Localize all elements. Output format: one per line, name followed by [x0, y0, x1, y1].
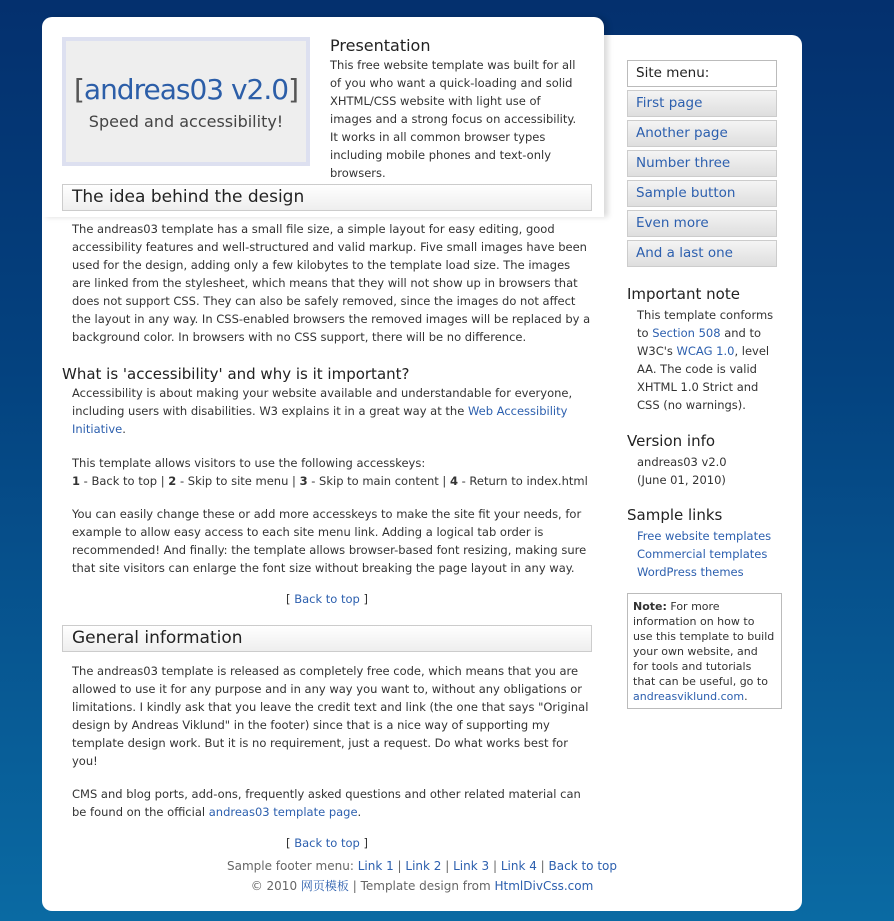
site-title-text[interactable]: andreas03 v2.0	[83, 73, 289, 106]
general-heading: General information	[62, 625, 592, 652]
bracket-open: [	[286, 592, 295, 606]
bracket-close: ]	[288, 73, 299, 106]
important-text-3: , level AA. The code is valid XHTML 1.0 Strict and CSS (no warnings).	[637, 344, 770, 412]
version-info-text	[627, 453, 777, 489]
important-text-2: and to W3C's	[637, 326, 762, 358]
idea-text: The andreas03 template has a small file size, a simple layout for easy editing, good accessibility features and well-structured and valid markup. Five small images have been used for the design, adding only a few kilobytes to the template load size. The images are linked from the stylesheet, which means that they will not show up in browsers that does not support CSS. They can also be safely removed, since the images do not affect the layout in any way. In CSS-enabled browsers the removed images will be replaced by a background color. In browsers with no CSS support, there will be no difference.	[72, 222, 591, 344]
important-note-heading: Important note	[627, 285, 740, 303]
copyright-text: © 2010	[250, 879, 301, 893]
idea-heading: The idea behind the design	[62, 184, 592, 211]
footer-menu-label: Sample footer menu:	[227, 859, 358, 873]
accessibility-text: Accessibility is about making your website available and understandable for everyone, including users with disabilities. W3 explains it in a great way at the	[72, 386, 573, 418]
sample-link-commercial-templates[interactable]: Commercial templates	[637, 547, 768, 561]
footer-link-1[interactable]: Link 1	[357, 859, 394, 873]
note-text-end: .	[744, 690, 748, 703]
back-to-top-1	[62, 592, 592, 606]
accessibility-paragraph	[62, 384, 592, 438]
general-text-2: CMS and blog ports, add-ons, frequently asked questions and other related material can be found on the official	[72, 787, 581, 819]
accesskeys-intro: This template allows visitors to use the following accesskeys:	[72, 456, 426, 470]
accesskey-1: 1	[72, 474, 81, 488]
menu-item-another-page[interactable]: Another page	[627, 120, 777, 147]
footer-link-4[interactable]: Link 4	[500, 859, 537, 873]
footer-back-to-top-link[interactable]: Back to top	[548, 859, 617, 873]
main-content	[62, 184, 592, 850]
back-to-top-link[interactable]: Back to top	[294, 836, 360, 850]
sample-links-list	[627, 527, 777, 581]
note-label: Note:	[633, 600, 667, 613]
accesskey-4: 4	[449, 474, 458, 488]
menu-item-even-more[interactable]: Even more	[627, 210, 777, 237]
wai-link[interactable]: Web Accessibility Initiative	[72, 404, 568, 436]
general-text: The andreas03 template is released as completely free code, which means that you are allowed to use it for any purpose and in any way you want to, without any obligations or limitations. I kindly ask that you leave the credit text and link (the one that says "Original design by Andreas Viklund" in the footer) since that is a nice way of supporting my template design work. But it is no requirement, just a request. Do what works best for you!	[72, 664, 589, 768]
bracket-open: [	[73, 73, 84, 106]
footer-credits	[42, 876, 802, 896]
back-to-top-link[interactable]: Back to top	[294, 592, 360, 606]
site-menu-heading: Site menu:	[627, 60, 777, 87]
note-text: For more information on how to use this template to build your own website, and for tools and tutorials that can be useful, go to	[633, 600, 775, 688]
footer	[42, 856, 802, 896]
bracket-close: ]	[359, 592, 368, 606]
sample-link-free-templates[interactable]: Free website templates	[637, 529, 772, 543]
sample-link-wordpress-themes[interactable]: WordPress themes	[637, 565, 744, 579]
footer-link-2[interactable]: Link 2	[405, 859, 442, 873]
site-slogan: Speed and accessibility!	[88, 112, 284, 131]
important-note-text	[627, 306, 777, 414]
footer-link-3[interactable]: Link 3	[453, 859, 490, 873]
sample-links-heading: Sample links	[627, 506, 723, 524]
accesskeys-paragraph	[62, 454, 592, 490]
site-title[interactable]	[66, 73, 306, 106]
footer-separator: |	[536, 859, 549, 873]
accesskey-1-text: - Back to top |	[80, 474, 169, 488]
accessibility-heading: What is 'accessibility' and why is it important?	[62, 365, 410, 383]
version-line-2: (June 01, 2010)	[637, 473, 726, 487]
design-credit-link[interactable]: HtmlDivCss.com	[494, 879, 594, 893]
andreasviklund-link[interactable]: andreasviklund.com	[633, 690, 745, 703]
accesskey-3: 3	[299, 474, 308, 488]
general-paragraph-2	[62, 785, 592, 821]
version-info-heading: Version info	[627, 432, 716, 450]
bracket-open: [	[286, 836, 295, 850]
bracket-close: ]	[359, 836, 368, 850]
menu-item-first-page[interactable]: First page	[627, 90, 777, 117]
presentation-heading: Presentation	[330, 36, 431, 55]
version-line-1: andreas03 v2.0	[637, 455, 727, 469]
note-box	[627, 593, 782, 709]
back-to-top-2	[62, 836, 592, 850]
footer-separator: |	[489, 859, 501, 873]
sidebar	[627, 60, 777, 709]
template-page-link[interactable]: andreas03 template page	[208, 805, 358, 819]
footer-separator: |	[441, 859, 454, 873]
general-text-2-end: .	[357, 805, 362, 819]
design-credit-text: | Template design from	[348, 879, 495, 893]
logo-box	[62, 37, 310, 166]
section-508-link[interactable]: Section 508	[652, 326, 721, 340]
important-text-1: This template conforms to	[637, 308, 774, 340]
footer-menu	[42, 856, 802, 876]
presentation-text: This free website template was built for all of you who want a quick-loading and solid XHTML/CSS website with light use of images and a strong focus on accessibility. It works in all common browser types including mobile phones and text-only browsers.	[330, 58, 577, 180]
accesskey-3-text: - Skip to main content |	[307, 474, 450, 488]
site-link[interactable]: 网页模板	[300, 879, 349, 893]
accesskey-4-text: - Return to index.html	[457, 474, 588, 488]
wcag-link[interactable]: WCAG 1.0	[676, 344, 735, 358]
accesskeys-extra-text: You can easily change these or add more accesskeys to make the site fit your needs, for example to allow easy access to each site menu link. Adding a logical tab order is recommended! And finally: the template allows browser-based font resizing, making sure that site visitors can enlarge the font size without breaking the page layout in any way.	[72, 507, 587, 575]
menu-item-sample-button[interactable]: Sample button	[627, 180, 777, 207]
accesskey-2-text: - Skip to site menu |	[176, 474, 300, 488]
accessibility-text-end: .	[122, 422, 126, 436]
menu-item-number-three[interactable]: Number three	[627, 150, 777, 177]
accesskey-2: 2	[168, 474, 177, 488]
footer-separator: |	[393, 859, 406, 873]
menu-item-last-one[interactable]: And a last one	[627, 240, 777, 267]
presentation-section	[330, 36, 582, 182]
